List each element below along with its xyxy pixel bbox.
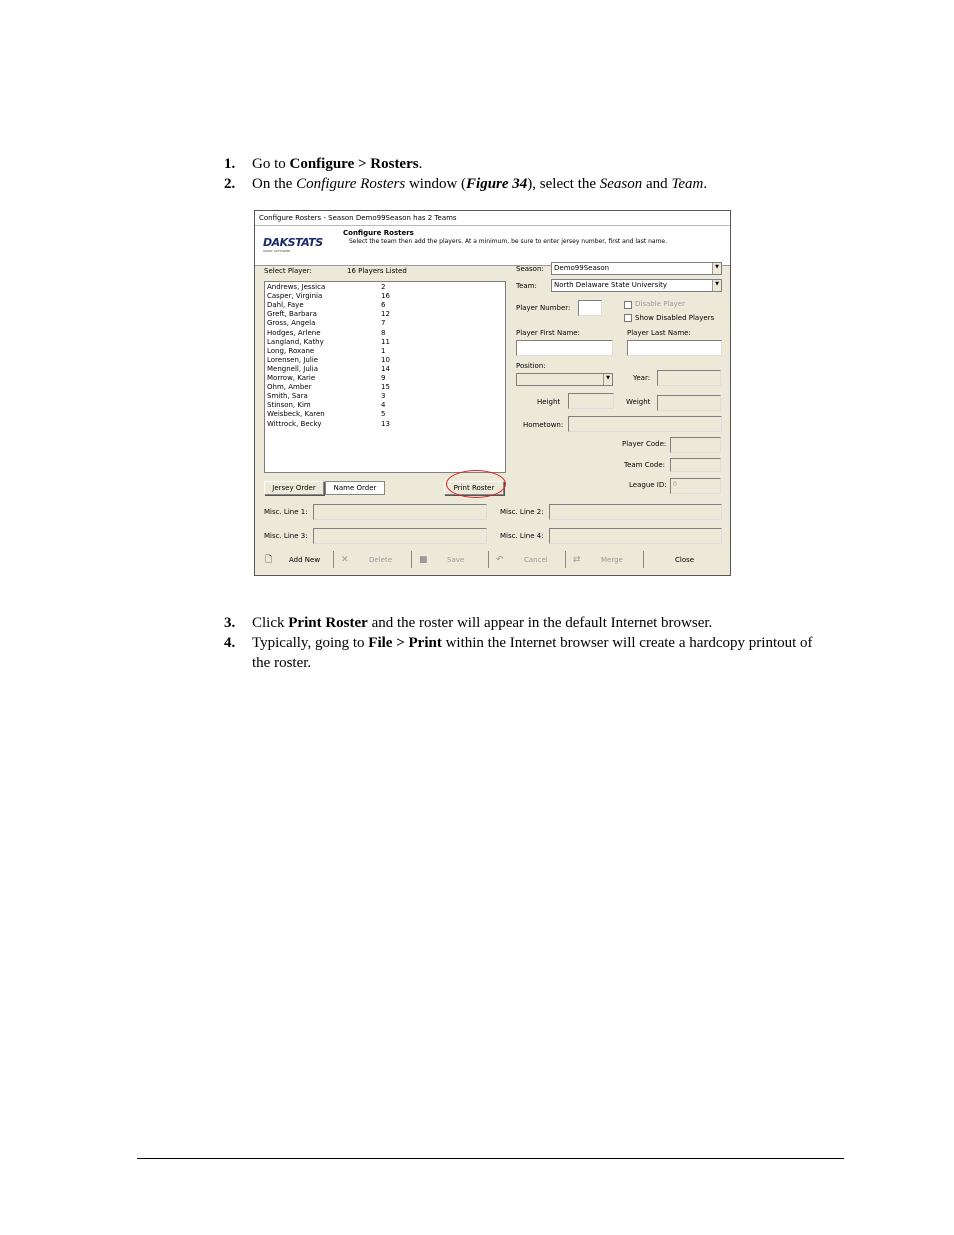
player-jersey: 4 bbox=[381, 401, 386, 410]
player-name: Greft, Barbara bbox=[267, 310, 317, 319]
disable-player-label: Disable Player bbox=[635, 300, 685, 308]
misc-line-4-label: Misc. Line 4: bbox=[500, 532, 544, 540]
position-select[interactable] bbox=[516, 373, 613, 386]
merge-button[interactable]: ⇄ Merge bbox=[569, 553, 639, 568]
highlight-circle bbox=[446, 470, 506, 498]
player-jersey: 3 bbox=[381, 392, 386, 401]
step-number: 1. bbox=[224, 156, 236, 172]
list-item[interactable] bbox=[267, 283, 503, 292]
chevron-down-icon[interactable]: ▼ bbox=[712, 263, 721, 274]
list-item[interactable] bbox=[267, 301, 503, 310]
list-item[interactable] bbox=[267, 347, 503, 356]
list-item[interactable] bbox=[267, 329, 503, 338]
player-list[interactable] bbox=[264, 281, 506, 473]
step-text: On the Configure Rosters window (Figure 34), select the Season and Team. bbox=[252, 176, 708, 192]
player-name: Langland, Kathy bbox=[267, 337, 324, 346]
select-player-label: Select Player: bbox=[264, 267, 312, 275]
step-number: 4. bbox=[224, 635, 236, 651]
players-count: 16 Players Listed bbox=[347, 267, 407, 275]
toolbar-divider bbox=[488, 551, 489, 568]
last-name-label: Player Last Name: bbox=[627, 329, 691, 337]
name-order-button[interactable]: Name Order bbox=[325, 481, 385, 495]
team-select[interactable]: North Delaware State University ▼ bbox=[551, 279, 722, 292]
list-item[interactable] bbox=[267, 374, 503, 383]
player-jersey: 12 bbox=[381, 310, 390, 319]
delete-button[interactable]: ✕ Delete bbox=[337, 553, 407, 568]
player-jersey: 7 bbox=[381, 319, 386, 328]
player-name: Andrews, Jessica bbox=[267, 283, 326, 291]
player-jersey: 11 bbox=[381, 337, 390, 346]
player-jersey: 6 bbox=[381, 301, 386, 310]
weight-input[interactable] bbox=[657, 395, 721, 411]
player-jersey: 8 bbox=[381, 328, 386, 337]
player-code-input[interactable] bbox=[670, 437, 721, 453]
save-icon: ■ bbox=[419, 555, 428, 565]
player-name: Morrow, Karie bbox=[267, 374, 316, 382]
player-name: Lorensen, Julie bbox=[267, 355, 319, 364]
position-label: Position: bbox=[516, 362, 546, 370]
jersey-order-button[interactable]: Jersey Order bbox=[264, 481, 324, 495]
season-label: Season: bbox=[516, 265, 544, 273]
first-name-input[interactable] bbox=[516, 340, 613, 356]
weight-label: Weight bbox=[626, 398, 651, 406]
misc-line-1-label: Misc. Line 1: bbox=[264, 508, 308, 516]
step-text: Go to Configure > Rosters. bbox=[252, 156, 423, 172]
player-name: Casper, Virginia bbox=[267, 292, 323, 301]
player-jersey: 2 bbox=[381, 283, 386, 291]
player-name: Smith, Sara bbox=[267, 392, 308, 401]
show-disabled-label: Show Disabled Players bbox=[635, 314, 715, 322]
dakstats-logo: DAKSTATS SPORT SOFTWARE bbox=[263, 236, 323, 253]
step-number: 2. bbox=[224, 176, 236, 192]
undo-icon: ↶ bbox=[496, 555, 504, 565]
window-title: Configure Rosters - Season Demo99Season has 2 Teams bbox=[259, 214, 457, 222]
list-item[interactable] bbox=[267, 410, 503, 419]
disable-player-checkbox[interactable] bbox=[624, 301, 632, 309]
chevron-down-icon[interactable]: ▼ bbox=[712, 280, 721, 291]
player-name: Mengnell, Julia bbox=[267, 364, 318, 373]
player-jersey: 16 bbox=[381, 292, 390, 301]
hometown-label: Hometown: bbox=[523, 421, 564, 429]
player-name: Dahl, Faye bbox=[267, 301, 304, 310]
player-jersey: 15 bbox=[381, 383, 390, 392]
delete-icon: ✕ bbox=[341, 555, 349, 565]
step-text: Click Print Roster and the roster will appear in the default Internet browser. bbox=[252, 615, 713, 631]
team-code-input[interactable] bbox=[670, 458, 721, 472]
misc-line-2-label: Misc. Line 2: bbox=[500, 508, 544, 516]
save-button[interactable]: ■ Save bbox=[415, 553, 485, 568]
list-item[interactable] bbox=[267, 392, 503, 401]
player-jersey: 14 bbox=[381, 364, 390, 373]
dialog-header bbox=[255, 226, 730, 266]
player-jersey: 1 bbox=[381, 346, 386, 355]
season-select[interactable]: Demo99Season ▼ bbox=[551, 262, 722, 275]
toolbar-divider bbox=[333, 551, 334, 568]
configure-rosters-window bbox=[254, 210, 731, 576]
print-roster-button[interactable]: Print Roster bbox=[444, 481, 504, 495]
player-name: Stinson, Kim bbox=[267, 401, 311, 410]
hometown-input[interactable] bbox=[568, 416, 722, 432]
list-item[interactable] bbox=[267, 292, 503, 301]
show-disabled-checkbox[interactable] bbox=[624, 314, 632, 322]
player-jersey: 10 bbox=[381, 355, 390, 364]
list-item[interactable] bbox=[267, 401, 503, 410]
header-subtitle: Select the team then add the players. At a minimum, be sure to enter jersey number, first and last name. bbox=[349, 238, 668, 245]
header-title: Configure Rosters bbox=[343, 229, 414, 237]
first-name-label: Player First Name: bbox=[516, 329, 580, 337]
list-item[interactable] bbox=[267, 310, 503, 319]
player-jersey: 5 bbox=[381, 410, 386, 419]
add-document-icon: 🗋 bbox=[265, 555, 273, 565]
year-input[interactable] bbox=[657, 370, 721, 386]
misc-line-1-input[interactable] bbox=[313, 504, 487, 520]
list-item[interactable] bbox=[267, 319, 503, 328]
step-text: Typically, going to File > Print within the Internet browser will create a hardcopy printout of the roster. bbox=[252, 635, 813, 671]
toolbar-divider bbox=[565, 551, 566, 568]
player-name: Gross, Angela bbox=[267, 319, 316, 328]
player-name: Wittrock, Becky bbox=[267, 419, 322, 428]
footer-rule bbox=[137, 1158, 844, 1159]
player-number-label: Player Number: bbox=[516, 304, 571, 312]
close-button[interactable]: Close bbox=[675, 556, 695, 564]
league-id-input[interactable]: 0 bbox=[670, 478, 721, 494]
player-number-input[interactable] bbox=[578, 300, 602, 316]
chevron-down-icon[interactable]: ▼ bbox=[603, 374, 612, 385]
player-name: Hodges, Arlene bbox=[267, 328, 321, 337]
player-name: Long, Roxane bbox=[267, 346, 315, 355]
year-label: Year: bbox=[633, 374, 651, 382]
title-bar[interactable] bbox=[255, 211, 730, 226]
merge-icon: ⇄ bbox=[573, 555, 581, 565]
list-item[interactable] bbox=[267, 338, 503, 347]
misc-line-3-input[interactable] bbox=[313, 528, 487, 544]
list-item[interactable] bbox=[267, 365, 503, 374]
toolbar-divider bbox=[643, 551, 644, 568]
player-code-label: Player Code: bbox=[622, 440, 667, 448]
step-number: 3. bbox=[224, 615, 236, 631]
player-jersey: 13 bbox=[381, 419, 390, 428]
cancel-button[interactable]: ↶ Cancel bbox=[492, 553, 562, 568]
team-code-label: Team Code: bbox=[624, 461, 666, 469]
last-name-input[interactable] bbox=[627, 340, 722, 356]
player-name: Ohm, Amber bbox=[267, 383, 312, 392]
player-jersey: 9 bbox=[381, 374, 386, 382]
list-item[interactable] bbox=[267, 356, 503, 365]
league-id-label: League ID: bbox=[629, 481, 667, 489]
add-new-button[interactable]: 🗋 Add New bbox=[261, 553, 331, 568]
team-label: Team: bbox=[516, 282, 537, 290]
toolbar-divider bbox=[411, 551, 412, 568]
misc-line-4-input[interactable] bbox=[549, 528, 722, 544]
misc-line-2-input[interactable] bbox=[549, 504, 722, 520]
list-item[interactable] bbox=[267, 420, 503, 429]
list-item[interactable] bbox=[267, 383, 503, 392]
misc-line-3-label: Misc. Line 3: bbox=[264, 532, 308, 540]
height-label: Height bbox=[537, 398, 561, 406]
height-input[interactable] bbox=[568, 393, 614, 409]
player-name: Weisbeck, Karen bbox=[267, 410, 325, 419]
